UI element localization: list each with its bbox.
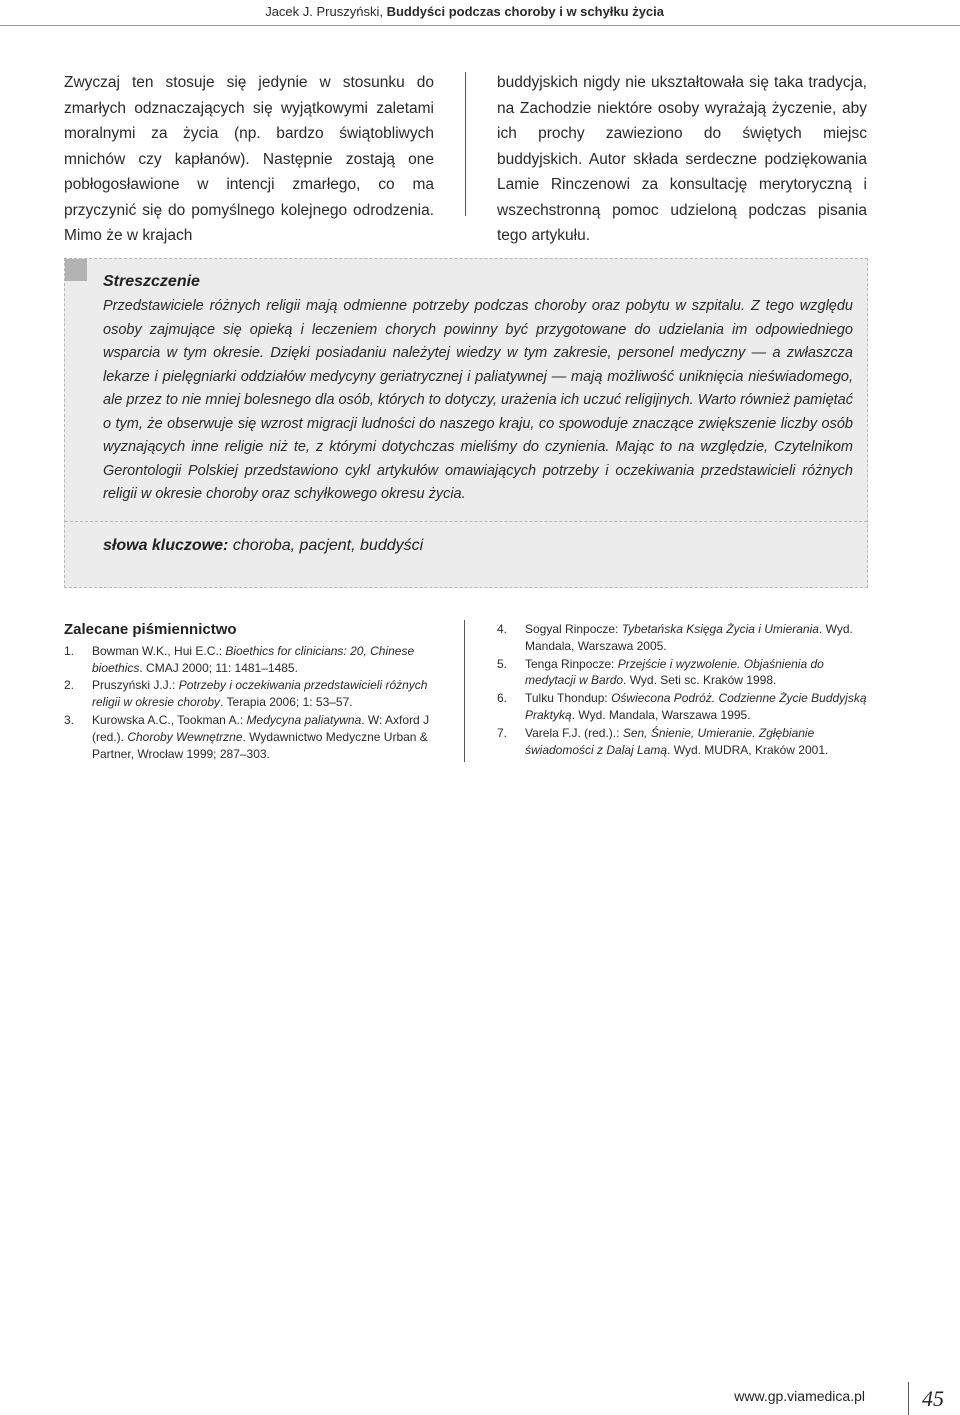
abstract-title: Streszczenie bbox=[103, 273, 200, 290]
reference-segment: . CMAJ 2000; 11: 1481–1485. bbox=[139, 660, 298, 675]
reference-title-italic: Przejście i wyzwolenie. Objaśnienia do medytacji w Bardo bbox=[525, 656, 824, 688]
references-left bbox=[64, 620, 439, 763]
reference-item bbox=[64, 712, 439, 762]
references-right bbox=[497, 621, 869, 759]
page-number: 45 bbox=[922, 1386, 944, 1411]
keywords-label: słowa kluczowe: bbox=[103, 537, 229, 554]
running-head-author: Jacek J. Pruszyński, bbox=[265, 4, 387, 19]
reference-segment: Tulku Thondup: bbox=[525, 691, 612, 706]
reference-text bbox=[525, 725, 869, 759]
body-right-column: buddyjskich nigdy nie ukształtowała się taka tradycja, na Zachodzie niektóre osoby wyrażają życzenie, aby ich prochy zawieziono do świętych miejsc buddyjskich. Autor składa serdeczne podziękowania Lamie Rinczenowi za konsultację merytoryczną i wszechstronną pomoc udzieloną podczas pisania tego artykułu. bbox=[497, 74, 867, 244]
running-head bbox=[44, 4, 664, 19]
reference-segment: . Wyd. MUDRA, Kraków 2001. bbox=[667, 742, 829, 757]
reference-segment: . W: Axford J (red.). bbox=[92, 712, 430, 744]
reference-item bbox=[497, 690, 869, 724]
reference-number: 3. bbox=[64, 712, 75, 727]
reference-item bbox=[497, 656, 869, 690]
reference-segment: Pruszyński J.J.: bbox=[92, 678, 179, 693]
references-list-right bbox=[497, 621, 869, 758]
reference-segment: Tenga Rinpocze: bbox=[525, 656, 618, 671]
references-list-left bbox=[64, 643, 439, 763]
reference-title-italic: Sen, Śnienie, Umieranie. Zgłębianie świadomości z Dalaj Lamą bbox=[525, 725, 815, 757]
reference-item bbox=[64, 677, 439, 711]
reference-item bbox=[64, 643, 439, 677]
references-divider bbox=[464, 620, 465, 762]
reference-number: 4. bbox=[497, 622, 508, 636]
reference-segment: . Wyd. Mandala, Warszawa 2005. bbox=[525, 622, 853, 653]
reference-segment: Kurowska A.C., Tookman A.: bbox=[92, 712, 247, 727]
reference-text bbox=[92, 643, 439, 677]
abstract-separator bbox=[65, 521, 867, 522]
reference-number: 7. bbox=[497, 725, 508, 740]
reference-text bbox=[525, 621, 869, 655]
keywords-values: choroba, pacjent, buddyści bbox=[228, 537, 424, 554]
column-divider bbox=[465, 72, 466, 216]
references-title: Zalecane piśmiennictwo bbox=[64, 621, 237, 638]
reference-title-italic: Bioethics for clinicians: 20, Chinese bioethics bbox=[92, 643, 415, 675]
reference-title-italic: Oświecona Podróż. Codzienne Życie Buddyjską Praktyką bbox=[525, 691, 867, 722]
abstract-text: Przedstawiciele różnych religii mają odmienne potrzeby podczas choroby oraz pobytu w szpitalu. Z tego względu osoby zajmujące się opieką i leczeniem chorych powinny być przygotowane do udzielania im odpowiedniego wsparcia w tym okresie. Dzięki posiadaniu należytej wiedzy w tym zakresie, personel medyczny — a zwłaszcza lekarze i pielęgniarki oddziałów medycyny geriatrycznej i paliatywnej — mają możliwość uniknięcia nieświadomego, ale przez to nie mniej bolesnego dla osób, których to dotyczy, urażenia ich uczuć religijnych. Warto również pamiętać o tym, że obserwuje się wzrost migracji ludności do naszego kraju, co spowoduje znaczące zwiększenie liczby osób wyznających inne religie niż te, z którymi dotychczas mieliśmy do czynienia. Mając to na względzie, Czytelnikom Gerontologii Polskiej przedstawiono cykl artykułów omawiających potrzeby i oczekiwania przedstawicieli różnych religii w okresie choroby oraz schyłkowego okresu życia. bbox=[103, 298, 853, 502]
reference-number: 5. bbox=[497, 656, 508, 671]
reference-text bbox=[525, 656, 869, 690]
reference-text bbox=[92, 677, 439, 711]
reference-number: 2. bbox=[64, 678, 75, 693]
reference-segment: . Wyd. Seti sc. Kraków 1998. bbox=[623, 673, 777, 688]
reference-segment: Bowman W.K., Hui E.C.: bbox=[92, 643, 226, 658]
keywords-line bbox=[103, 537, 423, 555]
footer-url: www.gp.viamedica.pl bbox=[734, 1388, 865, 1404]
reference-item bbox=[497, 725, 869, 759]
reference-segment: Sogyal Rinpocze: bbox=[525, 622, 622, 636]
reference-segment: Varela F.J. (red.).: bbox=[525, 725, 623, 740]
reference-segment: . Terapia 2006; 1: 53–57. bbox=[220, 695, 353, 710]
body-left-column: Zwyczaj ten stosuje się jedynie w stosunku do zmarłych odznaczających się wyjątkowymi zaletami moralnymi za życia (np. bardzo świątobliwych mnichów czy kapłanów). Następnie zostają one pobłogosławione w intencji zmarłego, co ma przyczynić się do pomyślnego kolejnego odrodzenia. Mimo że w krajach bbox=[64, 74, 434, 244]
reference-number: 6. bbox=[497, 691, 508, 706]
reference-number: 1. bbox=[64, 643, 75, 658]
reference-item bbox=[497, 621, 869, 655]
abstract-box bbox=[64, 258, 868, 588]
reference-title-italic: Medycyna paliatywna bbox=[246, 712, 362, 727]
reference-title-italic: Tybetańska Księga Życia i Umierania bbox=[621, 622, 819, 636]
header-rule bbox=[0, 25, 960, 26]
reference-text bbox=[525, 690, 869, 724]
reference-title-italic: Choroby Wewnętrzne bbox=[127, 729, 243, 744]
reference-segment: . Wyd. Mandala, Warszawa 1995. bbox=[571, 707, 751, 722]
abstract-corner-marker bbox=[65, 259, 87, 281]
reference-title-italic: Potrzeby i oczekiwania przedstawicieli różnych religii w okresie choroby bbox=[92, 678, 428, 710]
reference-text bbox=[92, 712, 439, 762]
reference-segment: . Wydawnictwo Medyczne Urban & Partner, Wrocław 1999; 287–303. bbox=[92, 729, 428, 761]
running-head-title: Buddyści podczas choroby i w schyłku życia bbox=[386, 4, 664, 19]
footer-divider bbox=[908, 1382, 909, 1415]
